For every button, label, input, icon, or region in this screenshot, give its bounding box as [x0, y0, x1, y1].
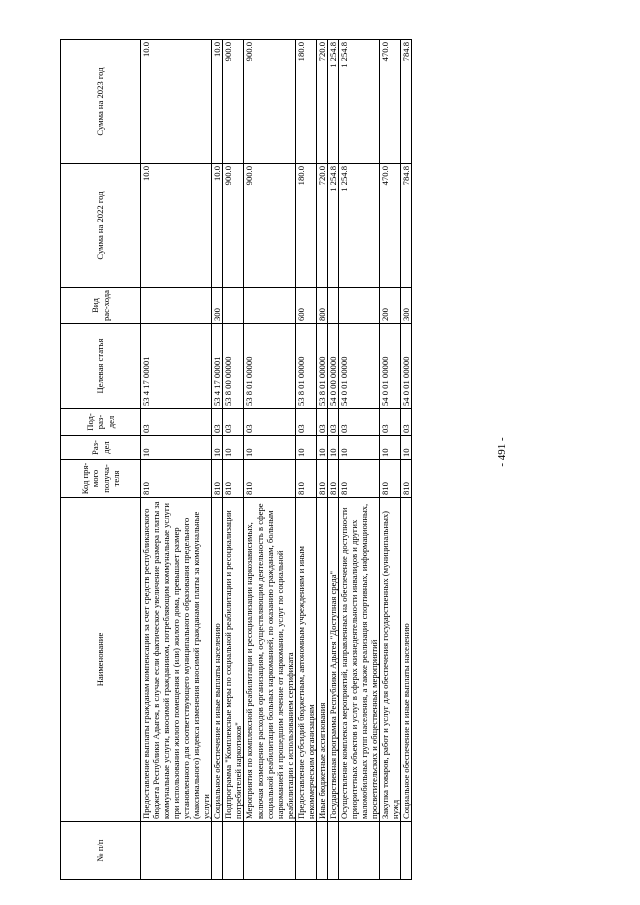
rotated-page — [60, 40, 570, 880]
cell-vid — [141, 288, 212, 324]
header-sum2022: Сумма на 2022 год — [61, 164, 141, 288]
cell-razdel: 10 — [212, 436, 223, 460]
cell-admin: 810 — [316, 460, 327, 498]
cell-admin: 810 — [380, 460, 401, 498]
table-row — [295, 40, 316, 880]
cell-sum2022: 1 254.8 — [338, 164, 379, 288]
cell-target: 53 8 00 00000 — [223, 324, 244, 409]
cell-num — [401, 822, 412, 880]
cell-podrazdel: 03 — [327, 409, 338, 436]
cell-admin: 810 — [295, 460, 316, 498]
cell-target: 53 4 17 00001 — [141, 324, 212, 409]
cell-sum2023: 1 254.8 — [327, 40, 338, 164]
header-admin: Код пря-мого получа-теля — [61, 460, 141, 498]
cell-razdel: 10 — [295, 436, 316, 460]
table-row — [338, 40, 379, 880]
cell-num — [380, 822, 401, 880]
cell-vid — [244, 288, 295, 324]
cell-target: 53 4 17 00001 — [212, 324, 223, 409]
cell-sum2022: 180.0 — [295, 164, 316, 288]
table-row — [223, 40, 244, 880]
cell-vid — [223, 288, 244, 324]
cell-vid — [327, 288, 338, 324]
cell-podrazdel: 03 — [223, 409, 244, 436]
cell-podrazdel: 03 — [295, 409, 316, 436]
header-sum2023: Сумма на 2023 год — [61, 40, 141, 164]
cell-razdel: 10 — [316, 436, 327, 460]
cell-name: Осуществление комплекса мероприятий, направленных на обеспечение доступности приоритетных объектов и услуг в сферах жизнедеятельности инвалидов и других маломобильных групп населения, а также реализация спортивных, информационных, просветительских и общественных мероприятий — [338, 498, 379, 822]
header-target: Целевая статья — [61, 324, 141, 409]
cell-sum2022: 900.0 — [244, 164, 295, 288]
header-vid: Вид рас-хода — [61, 288, 141, 324]
cell-podrazdel: 03 — [338, 409, 379, 436]
cell-num — [141, 822, 212, 880]
cell-num — [316, 822, 327, 880]
cell-num — [212, 822, 223, 880]
table-row — [244, 40, 295, 880]
cell-sum2022: 720.0 — [316, 164, 327, 288]
cell-sum2022: 10.0 — [141, 164, 212, 288]
cell-sum2023: 180.0 — [295, 40, 316, 164]
cell-target: 53 8 01 00000 — [316, 324, 327, 409]
header-name: Наименование — [61, 498, 141, 822]
cell-sum2022: 1 254.8 — [327, 164, 338, 288]
cell-admin: 810 — [327, 460, 338, 498]
cell-sum2022: 470.0 — [380, 164, 401, 288]
cell-target: 54 0 01 00000 — [401, 324, 412, 409]
cell-name: Предоставление субсидий бюджетным, автономным учреждениям и иным некоммерческим организациям — [295, 498, 316, 822]
cell-name: Закупка товаров, работ и услуг для обеспечения государственных (муниципальных) нужд — [380, 498, 401, 822]
cell-podrazdel: 03 — [244, 409, 295, 436]
cell-name: Иные бюджетные ассигнования — [316, 498, 327, 822]
header-razdel: Раз-дел — [61, 436, 141, 460]
header-num: № п/п — [61, 822, 141, 880]
cell-razdel: 10 — [223, 436, 244, 460]
table-row — [380, 40, 401, 880]
cell-razdel: 10 — [380, 436, 401, 460]
cell-razdel: 10 — [338, 436, 379, 460]
cell-sum2023: 900.0 — [223, 40, 244, 164]
cell-sum2022: 900.0 — [223, 164, 244, 288]
cell-admin: 810 — [212, 460, 223, 498]
cell-sum2023: 900.0 — [244, 40, 295, 164]
cell-name: Предоставление выплаты гражданам компенсации за счет средств республиканского бюджета Республики Адыгея, в случае если фактическое увеличение размера платы за коммунальные услуги, вносимой гражданином, потребляющим коммунальные услуги при использовании жилого помещения и (или) жилого дома, превышает размер установленного для соответствующего муниципального образования предельного (максимального) индекса изменения вносимой гражданами платы за коммунальные услуги — [141, 498, 212, 822]
header-podrazdel: Под-раз-дел — [61, 409, 141, 436]
cell-razdel: 10 — [401, 436, 412, 460]
budget-table — [60, 39, 412, 880]
cell-admin: 810 — [401, 460, 412, 498]
cell-name: Мероприятия по комплексной реабилитации и ресоциализации наркозависимых, включая возмещение расходов организациям, осуществляющим деятельность в сфере социальной реабилитации больных наркоманией, по оказанию гражданам, больным наркоманией и прошедшим лечение от наркомании, услуг по социальной реабилитации с использованием сертификата — [244, 498, 295, 822]
cell-num — [244, 822, 295, 880]
cell-target: 54 0 00 00000 — [327, 324, 338, 409]
table-row — [327, 40, 338, 880]
cell-num — [223, 822, 244, 880]
table-row — [401, 40, 412, 880]
table-row — [316, 40, 327, 880]
cell-vid: 300 — [401, 288, 412, 324]
cell-admin: 810 — [338, 460, 379, 498]
cell-num — [295, 822, 316, 880]
cell-sum2023: 470.0 — [380, 40, 401, 164]
cell-sum2023: 10.0 — [212, 40, 223, 164]
cell-sum2023: 10.0 — [141, 40, 212, 164]
cell-vid — [338, 288, 379, 324]
cell-target: 53 8 01 00000 — [295, 324, 316, 409]
cell-num — [338, 822, 379, 880]
cell-target: 53 8 01 00000 — [244, 324, 295, 409]
cell-podrazdel: 03 — [212, 409, 223, 436]
cell-podrazdel: 03 — [380, 409, 401, 436]
cell-podrazdel: 03 — [141, 409, 212, 436]
cell-vid: 800 — [316, 288, 327, 324]
cell-target: 54 0 01 00000 — [338, 324, 379, 409]
cell-sum2022: 784.8 — [401, 164, 412, 288]
cell-podrazdel: 03 — [401, 409, 412, 436]
cell-target: 54 0 01 00000 — [380, 324, 401, 409]
cell-num — [327, 822, 338, 880]
cell-vid: 600 — [295, 288, 316, 324]
page-number: - 491 - — [496, 437, 508, 467]
cell-razdel: 10 — [141, 436, 212, 460]
cell-vid: 300 — [212, 288, 223, 324]
cell-vid: 200 — [380, 288, 401, 324]
cell-admin: 810 — [141, 460, 212, 498]
table-row — [212, 40, 223, 880]
table-row — [141, 40, 212, 880]
cell-razdel: 10 — [244, 436, 295, 460]
cell-name: Социальное обеспечение и иные выплаты населению — [212, 498, 223, 822]
cell-sum2022: 10.0 — [212, 164, 223, 288]
cell-razdel: 10 — [327, 436, 338, 460]
cell-admin: 810 — [244, 460, 295, 498]
cell-name: Подпрограмма "Комплексные меры по социальной реабилитации и ресоциализации потребителей наркотиков" — [223, 498, 244, 822]
cell-admin: 810 — [223, 460, 244, 498]
cell-name: Государственная программа Республики Адыгея "Доступная среда" — [327, 498, 338, 822]
header-row — [61, 40, 141, 880]
cell-sum2023: 1 254.8 — [338, 40, 379, 164]
cell-sum2023: 720.0 — [316, 40, 327, 164]
cell-sum2023: 784.8 — [401, 40, 412, 164]
cell-podrazdel: 03 — [316, 409, 327, 436]
cell-name: Социальное обеспечение и иные выплаты населению — [401, 498, 412, 822]
